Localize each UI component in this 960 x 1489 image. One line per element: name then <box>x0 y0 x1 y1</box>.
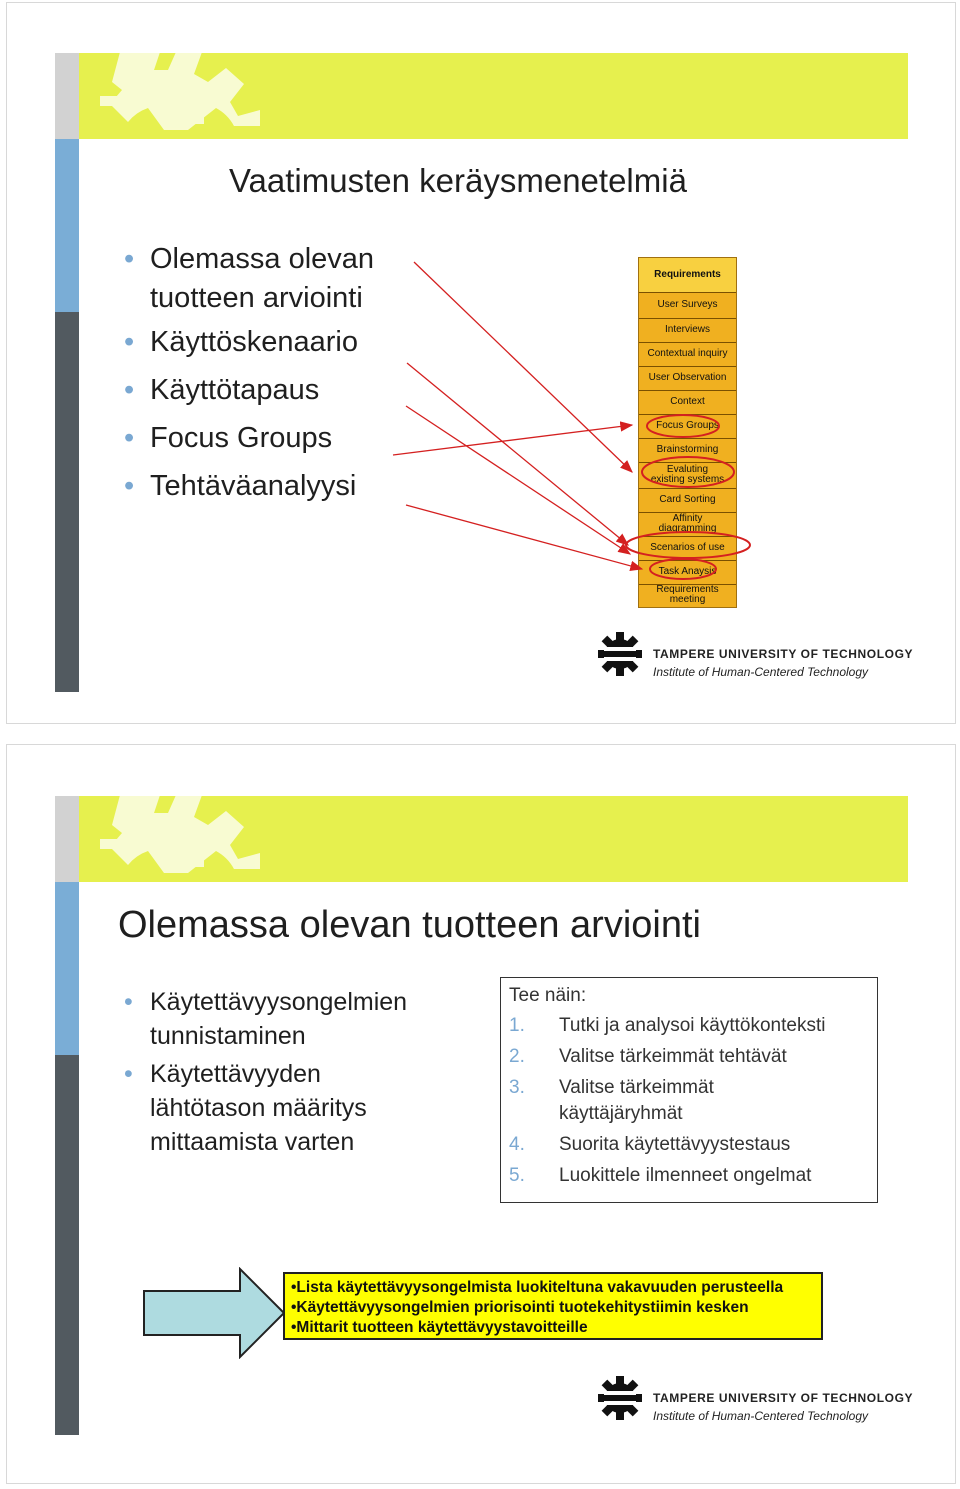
steps-list <box>509 1013 871 1189</box>
page-title: Olemassa olevan tuotteen arviointi <box>118 904 701 946</box>
page-title: Vaatimusten keräysmenetelmiä <box>229 162 687 199</box>
university-gear-logo-icon <box>598 1376 642 1420</box>
right-arrow-icon <box>142 1267 286 1359</box>
step-number: 5. <box>509 1165 525 1186</box>
table-cell: User Surveys <box>657 299 718 310</box>
step-text: Luokittele ilmenneet ongelmat <box>559 1165 812 1186</box>
table-cell: User Observation <box>648 372 727 383</box>
bullet-item: • Käytettävyyden lähtötason määritys mittaamista varten <box>120 1057 440 1159</box>
results-callout <box>283 1272 823 1340</box>
list-item <box>509 1163 871 1189</box>
table-cell: Contextual inquiry <box>647 348 728 359</box>
table-cell: Requirements meeting <box>656 584 719 605</box>
table-cell-header: Requirements <box>639 258 736 292</box>
gear-watermark-icon <box>100 795 260 881</box>
table-cell: Affinity diagramming <box>658 513 717 534</box>
step-text: Valitse tärkeimmät tehtävät <box>559 1046 787 1067</box>
list-item <box>509 1132 871 1158</box>
callout-line: •Käytettävyysongelmien priorisointi tuotekehitystiimin kesken <box>291 1299 749 1316</box>
table-cell: Task Anaysis <box>658 566 717 577</box>
step-number: 2. <box>509 1046 525 1067</box>
callout-line: •Mittarit tuotteen käytettävyystavoitteille <box>291 1319 588 1336</box>
university-name: TAMPERE UNIVERSITY OF TECHNOLOGY <box>653 1391 914 1405</box>
university-gear-logo-icon <box>598 632 642 676</box>
bullet-item: • Olemassa olevan tuotteen arviointi <box>120 240 410 318</box>
step-number: 1. <box>509 1015 525 1036</box>
table-cell: Context <box>670 396 705 407</box>
bullet-item: • Käyttöskenaario <box>120 318 420 366</box>
bullet-item: • Tehtäväanalyysi <box>120 462 420 510</box>
bullet-item: • Käyttötapaus <box>120 366 420 414</box>
highlight-arrows <box>0 0 960 720</box>
slide-2-side-bar-blue <box>55 882 79 1055</box>
slide-2-side-bar-gray <box>55 796 79 882</box>
institute-name: Institute of Human-Centered Technology <box>653 665 869 679</box>
step-number: 4. <box>509 1134 525 1155</box>
step-text: Suorita käytettävyystestaus <box>559 1134 791 1155</box>
step-text: Tutki ja analysoi käyttökonteksti <box>559 1015 826 1036</box>
step-text: Valitse tärkeimmät käyttäjäryhmät <box>559 1077 714 1124</box>
goal-bullet-list <box>120 985 450 1159</box>
table-cell: Evaluting existing systems <box>650 464 725 485</box>
table-cell: Scenarios of use <box>650 542 725 553</box>
steps-heading: Tee näin: <box>509 985 587 1006</box>
bullet-item: • Käytettävyysongelmien tunnistaminen <box>120 985 450 1053</box>
callout-line: •Lista käytettävyysongelmista luokiteltuna vakavuuden perusteella <box>291 1279 784 1296</box>
list-item <box>509 1044 871 1070</box>
university-name: TAMPERE UNIVERSITY OF TECHNOLOGY <box>653 647 914 661</box>
table-cell: Focus Groups <box>656 420 719 431</box>
list-item <box>509 1013 871 1039</box>
slide-2-side-bar-dark <box>55 1055 79 1435</box>
table-cell: Interviews <box>664 324 710 335</box>
table-cell: Card Sorting <box>659 494 716 505</box>
list-item <box>509 1075 759 1127</box>
step-number: 3. <box>509 1077 525 1098</box>
table-cell: Brainstorming <box>656 444 719 455</box>
institute-name: Institute of Human-Centered Technology <box>653 1409 869 1423</box>
bullet-item: • Focus Groups <box>120 414 420 462</box>
